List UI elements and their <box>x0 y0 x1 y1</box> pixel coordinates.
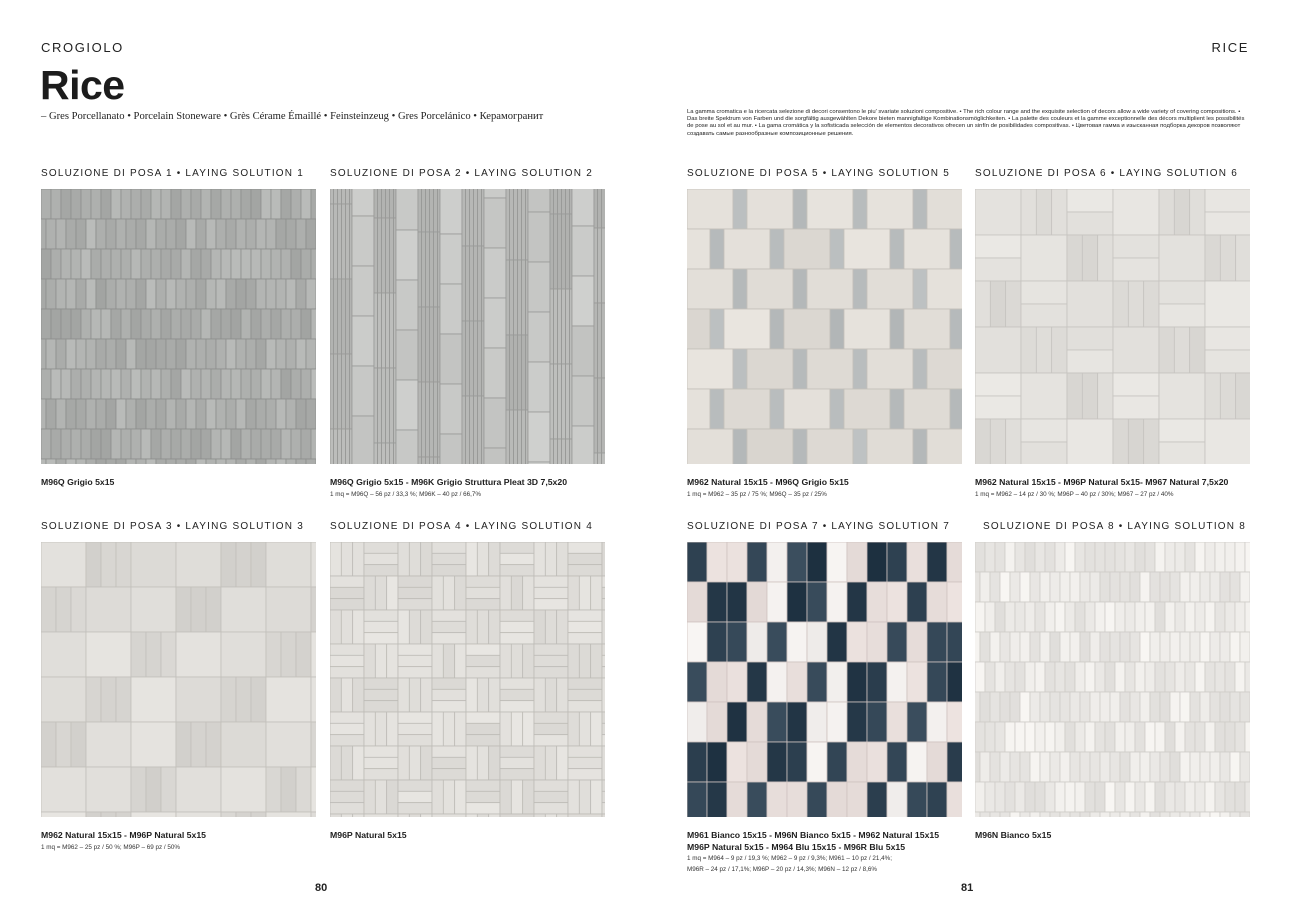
solution-caption-6: M962 Natural 15x15 - M96P Natural 5x15- M967 Natural 7,5x20 <box>975 477 1229 487</box>
intro-text: La gamma cromatica e la ricercata selezione di decori consentono le piu' svariate soluzioni compositive. • The rich colour range and the exquisite selection of decors allow a wide variety of covering compositions. • Das breite Spektrum von Farben und die sorgfältig ausgewählten Dekore bieten mannigfaltige Kombinationsmöglichkeiten. • La palette des couleurs et la gamme exceptionnelle des décors multiplient les possibilités de pose au sol et au mur. • La gama cromática y la sofisticada selección de elementos decorativos ofrecen un sinfín de posibilidades compositivas. • Цветовая гамма и изысканная подборка декоров позволяют создавать самые разнообразные композиционные решения. <box>687 109 1245 137</box>
tile-image-4 <box>330 542 605 817</box>
solution-note-3: 1 mq = M962 – 25 pz / 50 %; M96P – 69 pz / 50% <box>41 844 181 851</box>
page-number-left: 80 <box>315 882 328 894</box>
solution-note-2: 1 mq = M96Q – 56 pz / 33,3 %; M96K – 40 pz / 66,7% <box>330 491 482 498</box>
solution-heading-7: SOLUZIONE DI POSA 7 • LAYING SOLUTION 7 <box>687 521 950 532</box>
tile-image-2 <box>330 189 605 464</box>
solution-heading-4: SOLUZIONE DI POSA 4 • LAYING SOLUTION 4 <box>330 521 593 532</box>
page-title: Rice <box>40 62 125 108</box>
solution-caption-5: M962 Natural 15x15 - M96Q Grigio 5x15 <box>687 477 849 487</box>
tile-image-1 <box>41 189 316 464</box>
solution-caption-2: M96Q Grigio 5x15 - M96K Grigio Struttura Pleat 3D 7,5x20 <box>330 477 568 487</box>
solution-caption-4: M96P Natural 5x15 <box>330 830 407 840</box>
solution-caption-3: M962 Natural 15x15 - M96P Natural 5x15 <box>41 830 206 840</box>
collection-name: RICE <box>1211 40 1249 55</box>
brand-name: CROGIOLO <box>41 40 124 55</box>
tile-image-8 <box>975 542 1250 817</box>
solution-caption-1: M96Q Grigio 5x15 <box>41 477 115 487</box>
solution-note-6: 1 mq = M962 – 14 pz / 30 %; M96P – 40 pz / 30%; M967 – 27 pz / 40% <box>975 491 1174 498</box>
tile-image-7 <box>687 542 962 817</box>
material-subtitle: – Gres Porcellanato • Porcelain Stoneware • Grès Cérame Émaillé • Feinsteinzeug • Gres Porcelánico • Керамогранит <box>41 111 544 122</box>
solution-heading-6: SOLUZIONE DI POSA 6 • LAYING SOLUTION 6 <box>975 168 1238 179</box>
solution-note-7: 1 mq = M964 – 9 pz / 19,3 %; M962 – 9 pz / 9,3%; M961 – 10 pz / 21,4%; M96R – 24 pz / 17,1%; M96P – 20 pz / 14,3%; M96N – 12 pz / 8,6% <box>687 855 892 873</box>
page-number-right: 81 <box>961 882 974 894</box>
solution-note-5: 1 mq = M962 – 35 pz / 75 %; M96Q – 35 pz / 25% <box>687 491 827 498</box>
solution-caption-8: M96N Bianco 5x15 <box>975 830 1052 840</box>
tile-image-6 <box>975 189 1250 464</box>
solution-heading-5: SOLUZIONE DI POSA 5 • LAYING SOLUTION 5 <box>687 168 950 179</box>
solution-heading-2: SOLUZIONE DI POSA 2 • LAYING SOLUTION 2 <box>330 168 593 179</box>
solution-heading-3: SOLUZIONE DI POSA 3 • LAYING SOLUTION 3 <box>41 521 304 532</box>
solution-heading-8: SOLUZIONE DI POSA 8 • LAYING SOLUTION 8 <box>983 521 1246 532</box>
tile-image-3 <box>41 542 316 817</box>
tile-image-5 <box>687 189 962 464</box>
solution-caption-7: M961 Bianco 15x15 - M96N Bianco 5x15 - M962 Natural 15x15 M96P Natural 5x15 - M964 Blu 15x15 - M96R Blu 5x15 <box>687 830 940 852</box>
solution-heading-1: SOLUZIONE DI POSA 1 • LAYING SOLUTION 1 <box>41 168 304 179</box>
